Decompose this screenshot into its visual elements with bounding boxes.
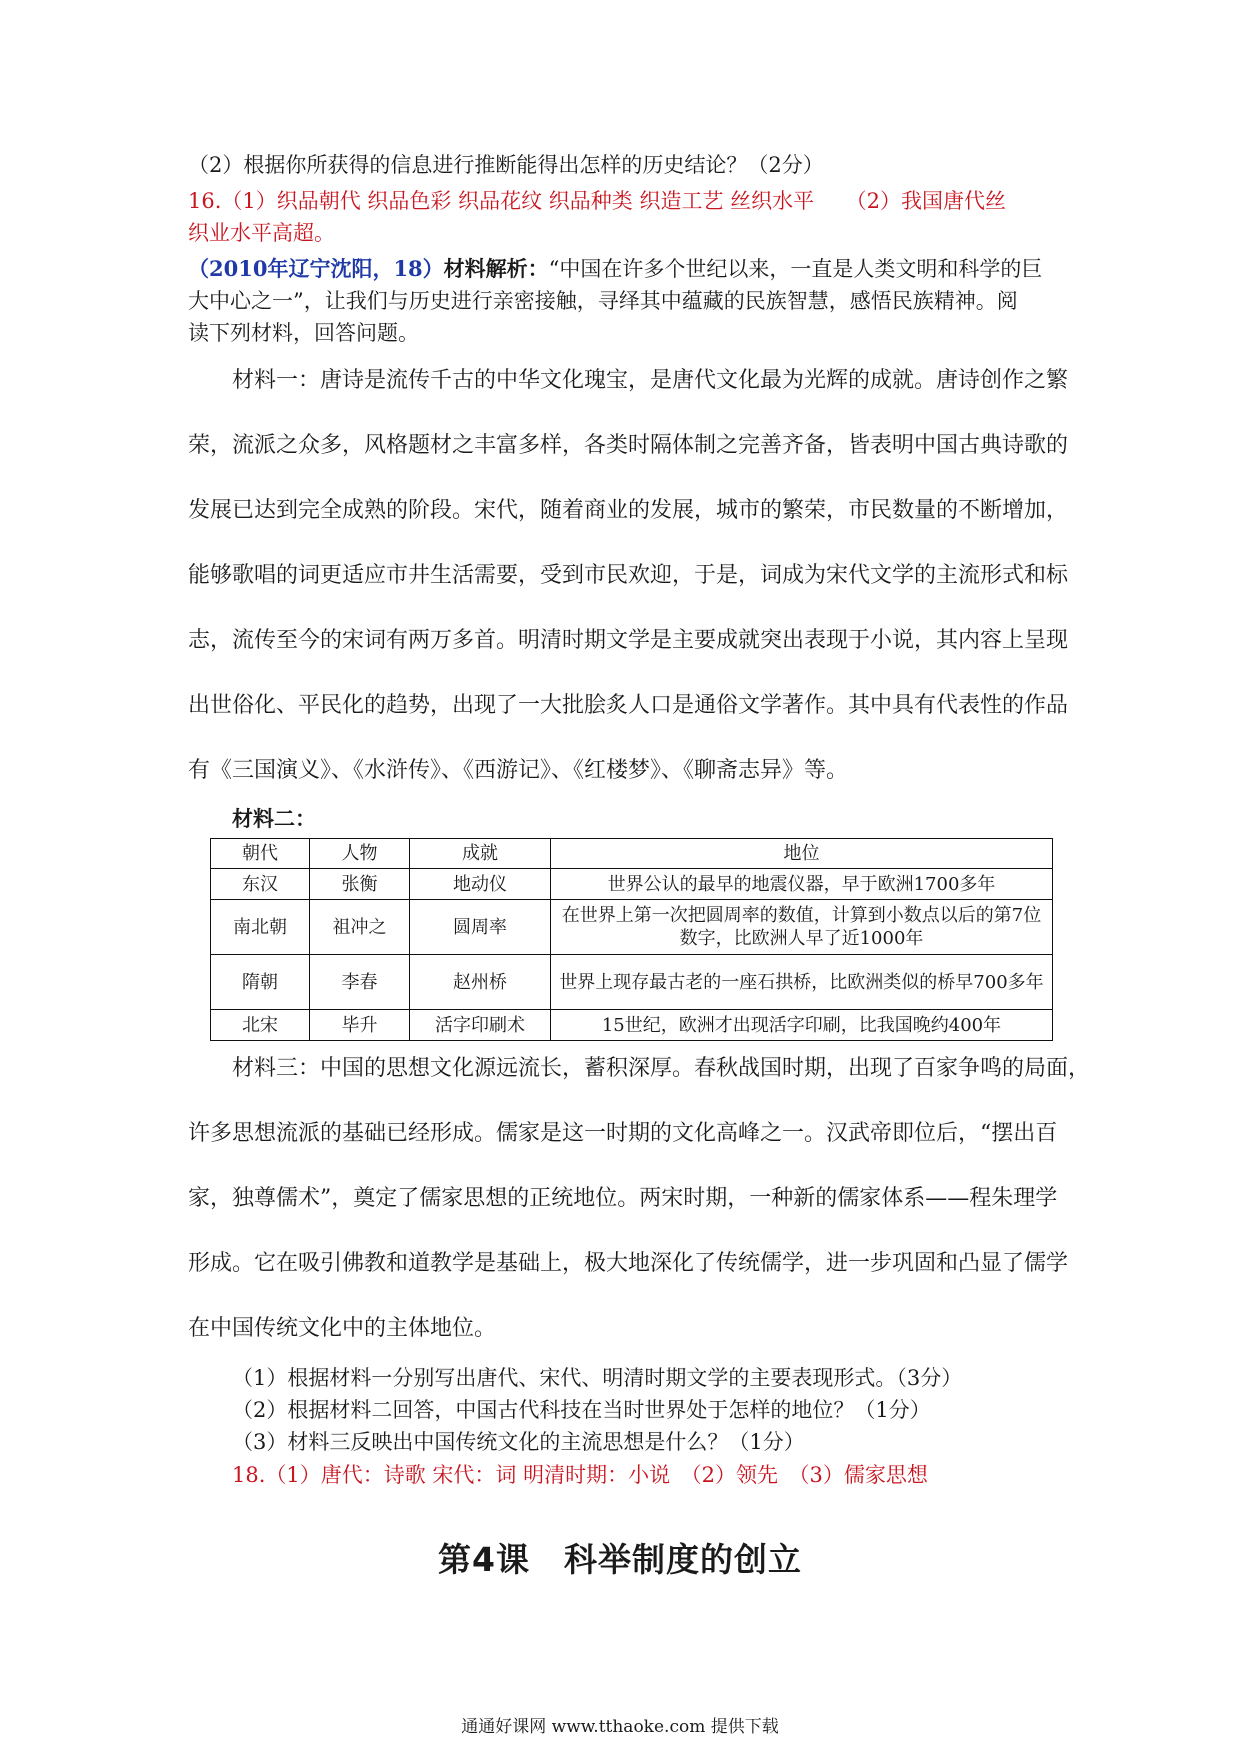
material-3-line: 许多思想流派的基础已经形成。儒家是这一时期的文化高峰之一。汉武帝即位后，“摆出百 [188,1121,1058,1146]
table-row [211,900,1053,955]
table-cell-person: 毕升 [310,1010,410,1041]
material-1-line: 能够歌唱的词更适应市井生活需要，受到市民欢迎，于是，词成为宋代文学的主流形式和标 [188,563,1069,588]
material-1-line: 材料一：唐诗是流传千古的中华文化瑰宝，是唐代文化最为光辉的成就。唐诗创作之繁 [232,368,1069,393]
table-cell-person: 祖冲之 [310,900,410,955]
table-cell-dynasty: 东汉 [211,869,310,900]
table-cell-achievement: 地动仪 [410,869,551,900]
table-cell-status: 在世界上第一次把圆周率的数值，计算到小数点以后的第7位数字，比欧洲人早了近1000年 [551,900,1053,955]
lesson-heading: 第4课 科举制度的创立 [438,1540,802,1579]
material-1-line: 荣，流派之众多，风格题材之丰富多样，各类时隔体制之完善齐备，皆表明中国古典诗歌的 [188,433,1069,458]
table-cell-status: 15世纪，欧洲才出现活字印刷，比我国晚约400年 [551,1010,1053,1041]
material-3-line: 在中国传统文化中的主体地位。 [188,1316,497,1341]
question-2-prompt: （2）根据你所获得的信息进行推断能得出怎样的历史结论？（2分） [188,153,824,177]
table-cell-achievement: 圆周率 [410,900,551,955]
material-1-line: 有《三国演义》、《水浒传》、《西游记》、《红楼梦》、《聊斋志异》等。 [188,758,849,783]
answer-18: 18.（1）唐代：诗歌 宋代：词 明清时期：小说 （2）领先 （3）儒家思想 [232,1463,928,1487]
table-cell-person: 李春 [310,955,410,1010]
table-row [211,1010,1053,1041]
table-row [211,869,1053,900]
table-header: 朝代 [211,839,310,869]
question-18-intro-line-2: 大中心之一”，让我们与历史进行亲密接触，寻绎其中蕴藏的民族智慧，感悟民族精神。阅 [188,289,1018,313]
material-1-line: 出世俗化、平民化的趋势，出现了一大批脍炙人口是通俗文学著作。其中具有代表性的作品 [188,693,1069,718]
question-18-intro-text: “中国在许多个世纪以来，一直是人类文明和科学的巨 [548,257,1043,281]
question-18-source: （2010年辽宁沈阳，18） [188,256,444,281]
table-cell-status: 世界上现存最古老的一座石拱桥，比欧洲类似的桥早700多年 [551,955,1053,1010]
table-cell-dynasty: 南北朝 [211,900,310,955]
table-header-row [211,839,1053,869]
question-18-sub-2: （2）根据材料二回答，中国古代科技在当时世界处于怎样的地位？（1分） [232,1398,931,1422]
question-18-sub-3: （3）材料三反映出中国传统文化的主流思想是什么？（1分） [232,1430,805,1454]
table-cell-achievement: 赵州桥 [410,955,551,1010]
material-2-table [210,838,1053,1041]
material-1-line: 发展已达到完全成熟的阶段。宋代，随着商业的发展，城市的繁荣，市民数量的不断增加， [188,498,1069,523]
material-3-line: 材料三：中国的思想文化源远流长，蓄积深厚。春秋战国时期，出现了百家争鸣的局面， [232,1056,1091,1081]
table-cell-person: 张衡 [310,869,410,900]
material-2-label: 材料二： [232,806,316,831]
table-header: 人物 [310,839,410,869]
table-header: 地位 [551,839,1053,869]
answer-16-line-2: 织业水平高超。 [188,221,335,245]
question-18-sub-1: （1）根据材料一分别写出唐代、宋代、明清时期文学的主要表现形式。（3分） [232,1366,963,1390]
material-1-line: 志，流传至今的宋词有两万多首。明清时期文学是主要成就突出表现于小说，其内容上呈现 [188,628,1069,653]
question-18-label: 材料解析： [443,256,549,281]
table-row [211,955,1053,1010]
material-3-line: 家，独尊儒术”，奠定了儒家思想的正统地位。两宋时期，一种新的儒家体系——程朱理学 [188,1186,1058,1211]
table-cell-achievement: 活字印刷术 [410,1010,551,1041]
table-header: 成就 [410,839,551,869]
question-18-intro-line-3: 读下列材料，回答问题。 [188,321,419,345]
table-cell-status: 世界公认的最早的地震仪器，早于欧洲1700多年 [551,869,1053,900]
table-cell-dynasty: 北宋 [211,1010,310,1041]
page-footer: 通通好课网 www.tthaoke.com 提供下载 [461,1717,779,1737]
question-18-intro-line-1 [188,252,1058,286]
material-3-line: 形成。它在吸引佛教和道教学是基础上，极大地深化了传统儒学，进一步巩固和凸显了儒学 [188,1251,1069,1276]
answer-16-line-1: 16.（1）织品朝代 织品色彩 织品花纹 织品种类 织造工艺 丝织水平 （2）我国唐代丝 [188,189,1006,213]
table-cell-dynasty: 隋朝 [211,955,310,1010]
